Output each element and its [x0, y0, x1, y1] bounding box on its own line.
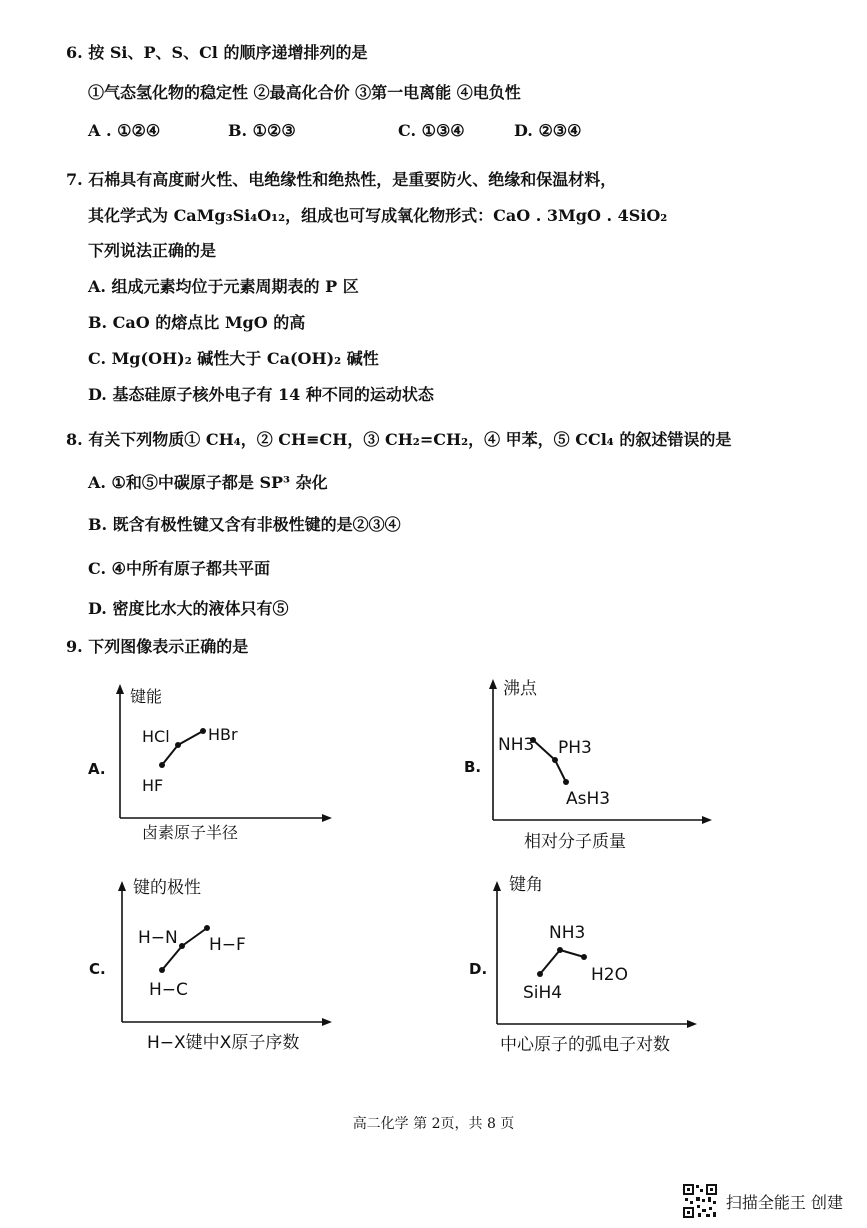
graph-a-ylabel: 键能 — [130, 687, 163, 706]
graph-d-label-sih4: SiH4 — [523, 983, 563, 1003]
q8-option-d: D. 密度比水大的液体只有⑤ — [88, 599, 289, 618]
q8-option-b: B. 既含有极性键又含有非极性键的是②③④ — [88, 515, 401, 534]
q7-option-b: B. CaO 的熔点比 MgO 的高 — [88, 313, 306, 332]
graph-a-label: A. — [88, 760, 106, 778]
graph-d-y-arrow — [493, 881, 501, 891]
graph-c-label-hc: H−C — [149, 980, 188, 1000]
q6-option-b: B. ①②③ — [228, 121, 296, 140]
graph-a-xlabel: 卤素原子半径 — [142, 823, 239, 842]
graph-d-point-nh3 — [557, 947, 563, 953]
watermark-text: 扫描全能王 创建 — [725, 1192, 843, 1212]
q9-stem: 9. 下列图像表示正确的是 — [66, 637, 249, 656]
graph-c-label-hf: H−F — [209, 935, 246, 955]
graph-b-x-arrow — [702, 816, 712, 824]
graph-c-point-hf — [204, 925, 210, 931]
graph-d — [465, 870, 765, 1060]
graph-a-label-hf: HF — [142, 776, 164, 795]
q7-option-a: A. 组成元素均位于元素周期表的 P 区 — [88, 277, 359, 296]
graph-d-label: D. — [469, 960, 488, 978]
graph-c-y-arrow — [118, 881, 126, 891]
graph-b-label: B. — [464, 758, 482, 776]
q7-stem-line1: 7. 石棉具有高度耐火性、电绝缘性和绝热性，是重要防火、绝缘和保温材料， — [66, 170, 617, 189]
graph-a-x-arrow — [322, 814, 332, 822]
q6-items: ①气态氢化物的稳定性 ②最高化合价 ③第一电离能 ④电负性 — [88, 83, 521, 102]
q7-option-c: C. Mg(OH)₂ 碱性大于 Ca(OH)₂ 碱性 — [88, 349, 379, 368]
q8-option-c: C. ④中所有原子都共平面 — [88, 559, 270, 578]
q7-stem-line3: 下列说法正确的是 — [88, 241, 217, 260]
graph-c-ylabel: 键的极性 — [133, 878, 201, 898]
graph-a-point-hcl — [175, 742, 181, 748]
graph-c-xlabel: H−X键中X原子序数 — [147, 1033, 300, 1053]
q6-option-a: A . ①②④ — [88, 121, 161, 140]
qr-code-icon — [682, 1183, 718, 1219]
graph-a-point-hf — [159, 762, 165, 768]
graph-b — [460, 672, 760, 857]
graph-d-label-h2o: H2O — [591, 965, 628, 985]
graph-a-point-hbr — [200, 728, 206, 734]
graph-c-point-hn — [179, 943, 185, 949]
graph-a-y-arrow — [116, 684, 124, 694]
graph-a — [80, 678, 380, 848]
graph-b-label-ph3: PH3 — [558, 738, 592, 758]
graph-b-y-arrow — [489, 679, 497, 689]
graph-c-x-arrow — [322, 1018, 332, 1026]
graph-b-ylabel: 沸点 — [503, 679, 537, 699]
graph-d-point-h2o — [581, 954, 587, 960]
graph-b-label-ash3: AsH3 — [566, 789, 611, 809]
graph-d-ylabel: 键角 — [509, 875, 543, 895]
graph-d-label-nh3: NH3 — [549, 923, 586, 943]
graph-c-label-hn: H−N — [138, 928, 178, 948]
graph-a-label-hcl: HCl — [142, 727, 170, 746]
q8-stem: 8. 有关下列物质① CH₄，② CH≡CH，③ CH₂=CH₂，④ 甲苯，⑤ CCl₄ 的叙述错误的是 — [66, 430, 732, 449]
graph-d-x-arrow — [687, 1020, 697, 1028]
q6-stem: 6. 按 Si、P、S、Cl 的顺序递增排列的是 — [66, 43, 368, 62]
graph-b-label-nh3: NH3 — [498, 735, 535, 755]
q7-stem-line2: 其化学式为 CaMg₃Si₄O₁₂，组成也可写成氧化物形式：CaO . 3MgO . 4SiO₂ — [88, 206, 668, 225]
scanner-watermark — [682, 1183, 843, 1219]
graph-b-xlabel: 相对分子质量 — [524, 832, 626, 852]
q8-option-a: A. ①和⑤中碳原子都是 SP³ 杂化 — [88, 473, 328, 492]
graph-b-point-ash3 — [563, 779, 569, 785]
graph-d-point-sih4 — [537, 971, 543, 977]
graph-d-xlabel: 中心原子的弧电子对数 — [500, 1035, 670, 1055]
q6-option-d: D. ②③④ — [514, 121, 582, 140]
graph-a-label-hbr: HBr — [208, 725, 238, 744]
graph-c — [85, 870, 385, 1060]
q6-option-c: C. ①③④ — [398, 121, 465, 140]
graph-c-point-hc — [159, 967, 165, 973]
q7-option-d: D. 基态硅原子核外电子有 14 种不同的运动状态 — [88, 385, 434, 404]
page-footer: 高二化学 第 2页，共 8 页 — [352, 1116, 515, 1132]
graph-c-label: C. — [89, 960, 106, 978]
